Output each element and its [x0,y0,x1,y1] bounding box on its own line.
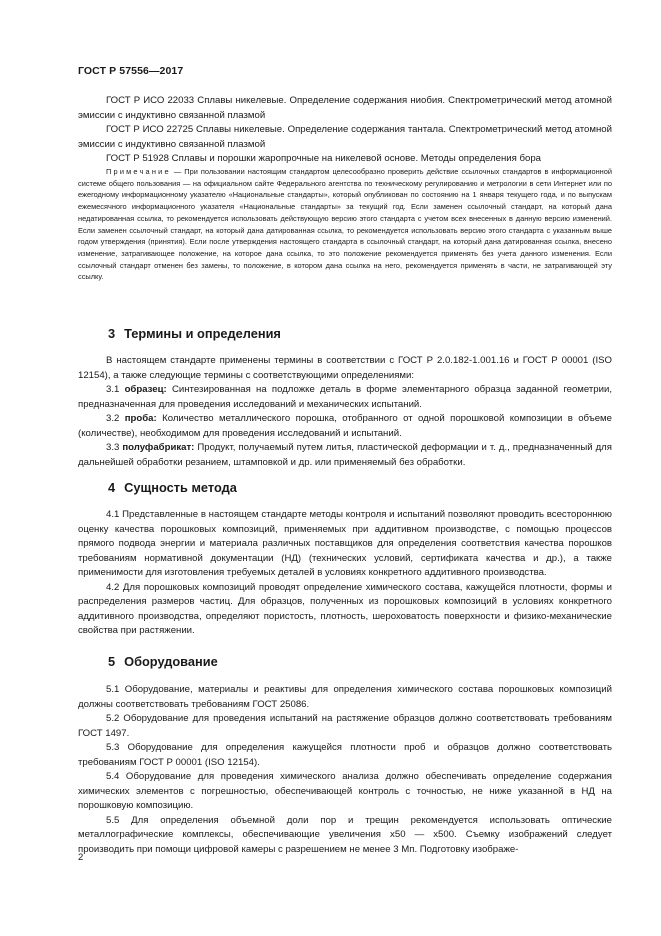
term-number: 3.2 [106,413,120,424]
section-3-body [78,354,612,470]
reference-item: ГОСТ Р ИСО 22725 Сплавы никелевые. Определение содержания тантала. Спектрометрический метод атомной эмиссии с индуктивно связанной плазмой [78,124,612,150]
term-entry [78,383,612,412]
section-intro: В настоящем стандарте применены термины в соответствии с ГОСТ Р 2.0.182-1.001.16 и ГОСТ Р 00001 (ISO 12154), а также следующие термины с соответствующими определениями: [78,355,612,381]
normative-references [78,94,612,167]
paragraph: 4.2 Для порошковых композиций проводят определение химического состава, кажущейся плотности, формы и распределения размеров частиц. Для образцов, полученных из порошковых композиций в условиях конкретного аддитивного производства, определяют пористость, плотность, шероховатость поверхности и физико-механические свойства при растяжении. [78,581,612,636]
term-number: 3.1 [106,384,120,395]
paragraph: 5.5 Для определения объемной доли пор и трещин рекомендуется использовать оптические металлографические комплексы, обеспечивающие увеличения х50 — х500. Съемку изображений следует производить при помощи цифровой камеры с разрешением не менее 3 Мп. Подготовку изображе- [78,814,612,855]
term-name: образец: [124,384,167,395]
section-number: 4 [108,480,116,495]
section-number: 5 [108,654,116,669]
section-title: Сущность метода [124,480,237,495]
term-entry [78,412,612,441]
section-4-body [78,508,612,639]
section-heading-4 [108,480,246,495]
running-header: ГОСТ Р 57556—2017 [78,65,184,77]
section-5-body [78,683,612,857]
term-definition: Синтезированная на подложке деталь в форме элементарного образца заданной геометрии, предназначенная для проведения исследований и механических испытаний. [78,384,612,410]
section-title: Оборудование [124,654,218,669]
note-block [78,166,612,283]
section-title: Термины и определения [124,326,281,341]
term-definition: Продукт, получаемый путем литья, пластической деформации и т. д., предназначенный для дальнейшей обработки резанием, штамповкой и др. или применяемый без обработки. [78,442,612,468]
paragraph: 5.4 Оборудование для проведения химического анализа должно обеспечивать определение содержания химических элементов с погрешностью, обеспечивающей контроль с точностью, не ниже указанной в НД на порошковую композицию. [78,771,612,811]
reference-item: ГОСТ Р 51928 Сплавы и порошки жаропрочные на никелевой основе. Методы определения бора [106,153,542,164]
section-heading-3 [108,326,290,341]
term-number: 3.3 [106,442,120,453]
page-number: 2 [78,852,84,863]
note-text: — При пользовании настоящим стандартом целесообразно проверить действие ссылочных стандартов в информационной системе общего пользования — на официальном сайте Федерального агентства по техническому регулированию и метрологии в сети Интернет или по ежегодному информационному указателю «Национальные стандарты», который опубликован по состоянию на 1 января текущего года, и по выпускам ежемесячного информационного указателя «Национальные стандарты» за текущий год. Если заменен ссылочный стандарт, на который дана недатированная ссылка, то рекомендуется использовать действующую версию этого стандарта с учетом всех внесенных в данную версию изменений. Если заменен ссылочный стандарт, на который дана датированная ссылка, то рекомендуется использовать версию этого стандарта с указанным выше годом утверждения (принятия). Если после утверждения настоящего стандарта в ссылочный стандарт, на который дана датированная ссылка, внесено изменение, затрагивающее положение, на которое дана ссылка, то это положение рекомендуется применять без учета данного изменения. Если ссылочный стандарт отменен без замены, то положение, в котором дана ссылка на него, рекомендуется применять в части, не затрагивающей эту ссылку. [78,167,612,282]
paragraph: 5.1 Оборудование, материалы и реактивы для определения химического состава порошковых композиций должны соответствовать требованиям ГОСТ 25086. [78,684,612,710]
term-name: полуфабрикат: [122,442,195,453]
paragraph: 4.1 Представленные в настоящем стандарте методы контроля и испытаний позволяют проводить всестороннюю оценку качества порошковых композиций, применяемых при аддитивном производстве, с помощью процессов прямого подвода энергии и материала различных поставщиков для определения соответствия качества порошков требованиям нормативной документации (НД) (технических условий, сертификата качества и др.), а также применимости для изготовления требуемых деталей в условиях конкретного аддитивного производства. [78,509,612,578]
term-definition: Количество металлического порошка, отобранного от одной порошковой композиции в объеме (количестве), необходимом для проведения исследований и испытаний. [78,413,612,439]
term-entry [78,441,612,470]
term-name: проба: [124,413,157,424]
paragraph: 5.3 Оборудование для определения кажущейся плотности проб и образцов должно соответствовать требованиям ГОСТ Р 00001 (ISO 12154). [78,742,612,768]
section-heading-5 [108,654,227,669]
paragraph: 5.2 Оборудование для проведения испытаний на растяжение образцов должно соответствовать требованиям ГОСТ 1497. [78,713,612,739]
section-number: 3 [108,326,116,341]
note-label: Примечание [106,167,171,176]
reference-item: ГОСТ Р ИСО 22033 Сплавы никелевые. Определение содержания ниобия. Спектрометрический метод атомной эмиссии с индуктивно связанной плазмой [78,95,612,121]
